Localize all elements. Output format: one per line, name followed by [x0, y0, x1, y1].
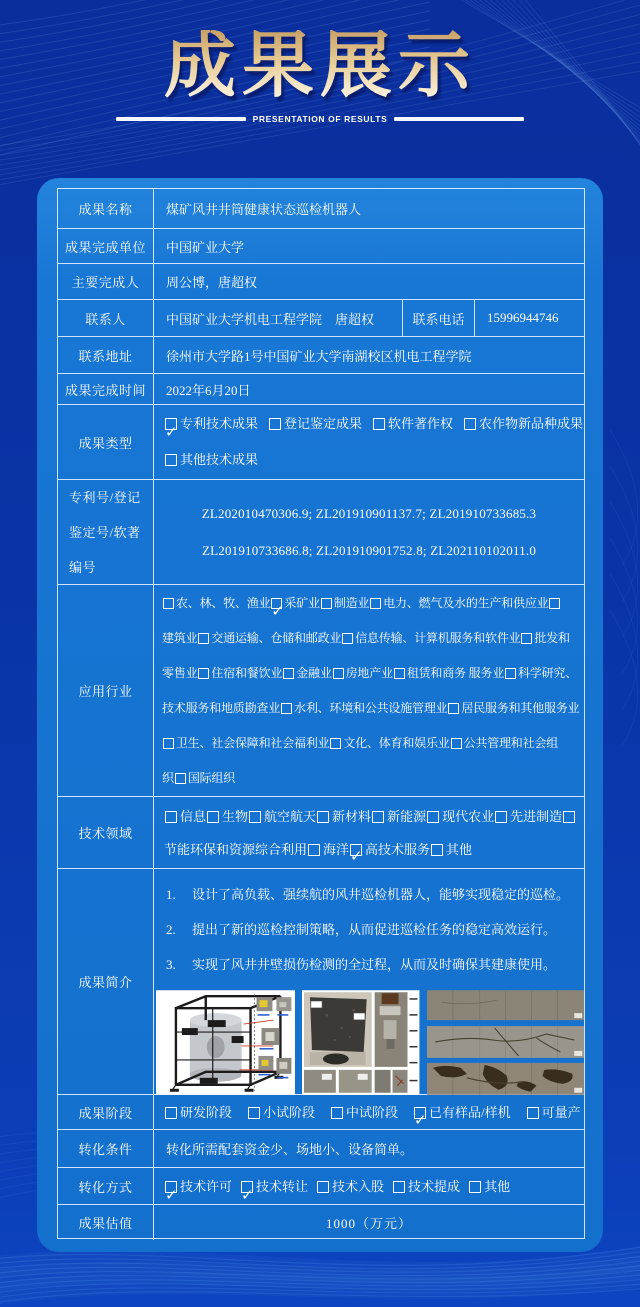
checkbox-line: [154, 406, 584, 442]
checkbox-option: 其他: [430, 842, 472, 857]
checkbox-group: [153, 405, 584, 479]
row-value: 转化所需配套资金少、场地小、设备简单。: [153, 1130, 584, 1167]
row-label: 应用行业: [78, 684, 133, 699]
checkbox-unchecked-icon: [321, 598, 332, 609]
checkbox-unchecked-icon: [330, 738, 341, 749]
intro-item-number: 2.: [166, 921, 176, 937]
table-row-: [58, 1129, 584, 1167]
row-label: 转化方式: [78, 1179, 133, 1195]
table-row-: [58, 1094, 584, 1129]
checkbox-option: 零售业: [162, 665, 198, 680]
checkbox-unchecked-icon: [165, 454, 177, 466]
checkbox-option: [562, 809, 578, 824]
patent-number-line: ZL201910733686.8; ZL201910901752.8; ZL202110102011.0: [201, 543, 537, 558]
checkbox-option: 其他技术成果: [164, 452, 258, 467]
row-label: 成果简介: [78, 975, 133, 990]
subtitle-right-bar: [394, 117, 524, 121]
checkbox-option: 其他: [468, 1179, 510, 1194]
checkbox-unchecked-icon: [370, 598, 381, 609]
checkbox-group: [153, 797, 584, 868]
checkbox-unchecked-icon: [549, 598, 560, 609]
intro-item-text: 提出了新的巡检控制策略，从而促进巡检任务的稳定高效运行。: [192, 921, 557, 937]
contact-cells: [153, 300, 584, 336]
checkbox-unchecked-icon: [563, 811, 575, 823]
checkbox-unchecked-icon: [207, 811, 219, 823]
checkbox-group: [153, 1168, 584, 1204]
row-value: 徐州市大学路1号中国矿业大学南湖校区机电工程学院: [153, 337, 584, 373]
checkbox-line: [154, 586, 584, 621]
checkbox-unchecked-icon: [464, 418, 476, 430]
row-label: 联系人: [85, 311, 126, 327]
checkbox-group: [153, 585, 584, 796]
table-row-: [58, 263, 584, 299]
table-row-: [58, 1204, 584, 1240]
table-row-: [58, 584, 584, 796]
checkbox-unchecked-icon: [342, 633, 353, 644]
checkbox-unchecked-icon: [448, 703, 459, 714]
intro-item: [166, 877, 584, 912]
checkbox-option: 农、林、牧、渔业: [162, 596, 270, 610]
checkbox-unchecked-icon: [331, 1107, 343, 1119]
row-label: 成果估值: [78, 1216, 133, 1231]
wall-damage-figure: [427, 990, 584, 1095]
checkbox-option: ✓ 已有样品/样机: [413, 1105, 511, 1120]
checkbox-unchecked-icon: [393, 1181, 405, 1193]
checkbox-unchecked-icon: [373, 418, 385, 430]
contact-phone-label: 联系电话: [402, 300, 474, 336]
checkbox-option: 研发阶段: [164, 1105, 232, 1120]
checkbox-unchecked-icon: [198, 668, 209, 679]
row-label-line: 编号: [69, 559, 97, 575]
checkbox-option: 先进制造: [494, 809, 562, 824]
table-row-: [58, 189, 584, 228]
table-row-: [58, 336, 584, 373]
intro-item-list: [154, 869, 584, 982]
checkbox-option: 交通运输、仓储和邮政业: [197, 631, 341, 645]
checkbox-checked-icon: [414, 1107, 426, 1119]
checkbox-option: 小试阶段: [247, 1105, 315, 1120]
checkbox-option: 卫生、社会保障和社会福利业: [162, 736, 329, 750]
page-title: 成果展示: [163, 26, 476, 106]
checkbox-line: [154, 726, 584, 761]
checkbox-checked-icon: [350, 844, 362, 856]
table-row-: [58, 479, 584, 584]
row-label: 技术领域: [78, 826, 133, 841]
checkbox-unchecked-icon: [248, 1107, 260, 1119]
results-table: [57, 188, 585, 1239]
checkbox-option: 技术提成: [392, 1179, 460, 1194]
checkbox-option: 可量产: [526, 1105, 581, 1120]
shaft-inspection-figure: [302, 990, 419, 1095]
robot-design-figure: [156, 990, 295, 1095]
subtitle-left-bar: [116, 117, 246, 121]
checkbox-unchecked-icon: [431, 844, 443, 856]
checkbox-unchecked-icon: [175, 773, 186, 784]
table-row-: [58, 404, 584, 479]
checkbox-unchecked-icon: [333, 668, 344, 679]
checkbox-line: [154, 800, 584, 833]
checkbox-unchecked-icon: [198, 633, 209, 644]
checkbox-unchecked-icon: [427, 811, 439, 823]
checkbox-checked-icon: [241, 1181, 253, 1193]
checkbox-line: [154, 761, 584, 796]
checkbox-line: [154, 656, 584, 691]
checkbox-option: 织: [162, 770, 174, 785]
row-value: 2022年6月20日: [153, 374, 584, 404]
checkbox-option: ✓ 高技术服务: [349, 842, 430, 857]
checkbox-option: 农作物新品种成果: [463, 416, 583, 431]
table-row-: [58, 1167, 584, 1204]
checkbox-checked-icon: [271, 598, 282, 609]
content-panel: [37, 178, 603, 1252]
row-label: 成果完成时间: [64, 382, 146, 398]
checkbox-option: 水利、环境和公共设施管理业: [280, 701, 447, 715]
page-subtitle: PRESENTATION OF RESULTS: [252, 114, 388, 124]
checkbox-option: 居民服务和其他服务业: [447, 701, 579, 715]
table-row-: [58, 299, 584, 336]
checkbox-unchecked-icon: [394, 668, 405, 679]
checkbox-option: 金融业: [282, 666, 331, 680]
checkbox-option: 批发和: [520, 631, 569, 645]
checkbox-option: 信息: [164, 809, 206, 824]
checkbox-unchecked-icon: [505, 668, 516, 679]
contact-value: 中国矿业大学机电工程学院 唐超权: [166, 311, 375, 327]
checkbox-option: 新材料: [316, 809, 371, 824]
row-label: 成果名称: [78, 202, 133, 217]
checkbox-line: [154, 833, 584, 866]
checkbox-unchecked-icon: [281, 703, 292, 714]
checkbox-option: 房地产业: [332, 666, 393, 680]
checkbox-option: ✓ 技术许可: [164, 1179, 232, 1194]
checkbox-option: 公共管理和社会组: [450, 736, 558, 750]
checkbox-option: 建筑业: [162, 630, 198, 645]
row-value: 煤矿风井井筒健康状态巡检机器人: [153, 189, 584, 228]
row-label: 主要完成人: [71, 275, 140, 290]
checkbox-option: 技术入股: [316, 1179, 384, 1194]
checkbox-unchecked-icon: [372, 811, 384, 823]
table-row-: [58, 228, 584, 263]
checkbox-option: 国际组织: [174, 771, 235, 785]
checkbox-line: [154, 621, 584, 656]
checkbox-option: 现代农业: [426, 809, 494, 824]
checkbox-option: 海洋: [307, 842, 349, 857]
checkbox-option: 制造业: [320, 596, 369, 610]
checkbox-unchecked-icon: [165, 1107, 177, 1119]
checkbox-unchecked-icon: [249, 811, 261, 823]
checkbox-option: 科学研究、: [504, 666, 577, 680]
row-label: 成果类型: [78, 435, 133, 451]
checkbox-group: [153, 1095, 584, 1129]
checkbox-option: 航空航天: [248, 809, 316, 824]
intro-figures: [154, 990, 584, 1095]
checkbox-unchecked-icon: [317, 1181, 329, 1193]
checkbox-line: [154, 1095, 584, 1130]
checkbox-option: 生物: [206, 809, 248, 824]
checkbox-unchecked-icon: [165, 811, 177, 823]
row-label-line: 鉴定号/软著: [69, 524, 141, 540]
patent-number-line: ZL202010470306.9; ZL201910901137.7; ZL201910733685.3: [201, 506, 537, 521]
checkbox-unchecked-icon: [527, 1107, 539, 1119]
row-label: 成果阶段: [78, 1105, 133, 1121]
contact-phone-value: 15996944746: [474, 300, 584, 336]
checkbox-option: 新能源: [371, 809, 426, 824]
row-label: 成果完成单位: [64, 239, 146, 255]
checkbox-unchecked-icon: [269, 418, 281, 430]
checkbox-unchecked-icon: [283, 668, 294, 679]
checkbox-unchecked-icon: [308, 844, 320, 856]
checkbox-option: 技术服务和地质勘查业: [162, 700, 281, 715]
checkbox-checked-icon: [165, 1181, 177, 1193]
intro-item-number: 1.: [166, 886, 176, 902]
checkbox-option: 文化、体育和娱乐业: [329, 736, 449, 750]
row-label: 转化条件: [78, 1142, 133, 1157]
row-label-line: 专利号/登记: [69, 489, 141, 505]
checkbox-option: 租赁和商务 服务业: [393, 666, 504, 680]
header: [0, 26, 640, 106]
intro-item-text: 设计了高负载、强续航的风井巡检机器人，能够实现稳定的巡检。: [192, 886, 570, 902]
checkbox-unchecked-icon: [469, 1181, 481, 1193]
checkbox-line: [154, 1168, 584, 1205]
checkbox-unchecked-icon: [163, 598, 174, 609]
checkbox-option: ✓专利技术成果: [164, 416, 258, 431]
row-label: [58, 480, 153, 584]
checkbox-line: [154, 442, 584, 478]
checkbox-checked-icon: [165, 418, 177, 430]
checkbox-option: [548, 596, 562, 610]
row-value: 周公博，唐超权: [153, 264, 584, 299]
checkbox-option: 中试阶段: [330, 1105, 398, 1120]
table-row-: [58, 373, 584, 404]
intro-item: [166, 947, 584, 982]
table-row-: [58, 868, 584, 1094]
checkbox-unchecked-icon: [495, 811, 507, 823]
valuation-value: 1000（万元）: [153, 1205, 584, 1240]
checkbox-option: 信息传输、计算机服务和软件业: [341, 631, 520, 645]
intro-item-text: 实现了风井井壁损伤检测的全过程，从而及时确保其建康使用。: [192, 956, 557, 972]
intro-item: [166, 912, 584, 947]
checkbox-option: 登记鉴定成果: [268, 416, 362, 431]
checkbox-unchecked-icon: [163, 738, 174, 749]
checkbox-option: ✓ 技术转让: [240, 1179, 308, 1194]
checkbox-unchecked-icon: [451, 738, 462, 749]
patent-numbers: [153, 480, 584, 584]
checkbox-unchecked-icon: [521, 633, 532, 644]
checkbox-option: 电力、燃气及水的生产和供应业: [369, 596, 548, 610]
table-row-: [58, 796, 584, 868]
row-value: 中国矿业大学: [153, 229, 584, 263]
intro-item-number: 3.: [166, 956, 176, 972]
checkbox-option: 住宿和餐饮业: [197, 666, 282, 680]
checkbox-option: 节能环保和资源综合利用: [164, 841, 308, 857]
subtitle-row: [0, 112, 640, 126]
row-label: 联系地址: [78, 348, 133, 364]
intro-content: [153, 869, 584, 1094]
checkbox-line: [154, 691, 584, 726]
checkbox-option: 软件著作权: [372, 416, 453, 431]
checkbox-option: ✓ 采矿业: [270, 596, 319, 610]
checkbox-unchecked-icon: [317, 811, 329, 823]
